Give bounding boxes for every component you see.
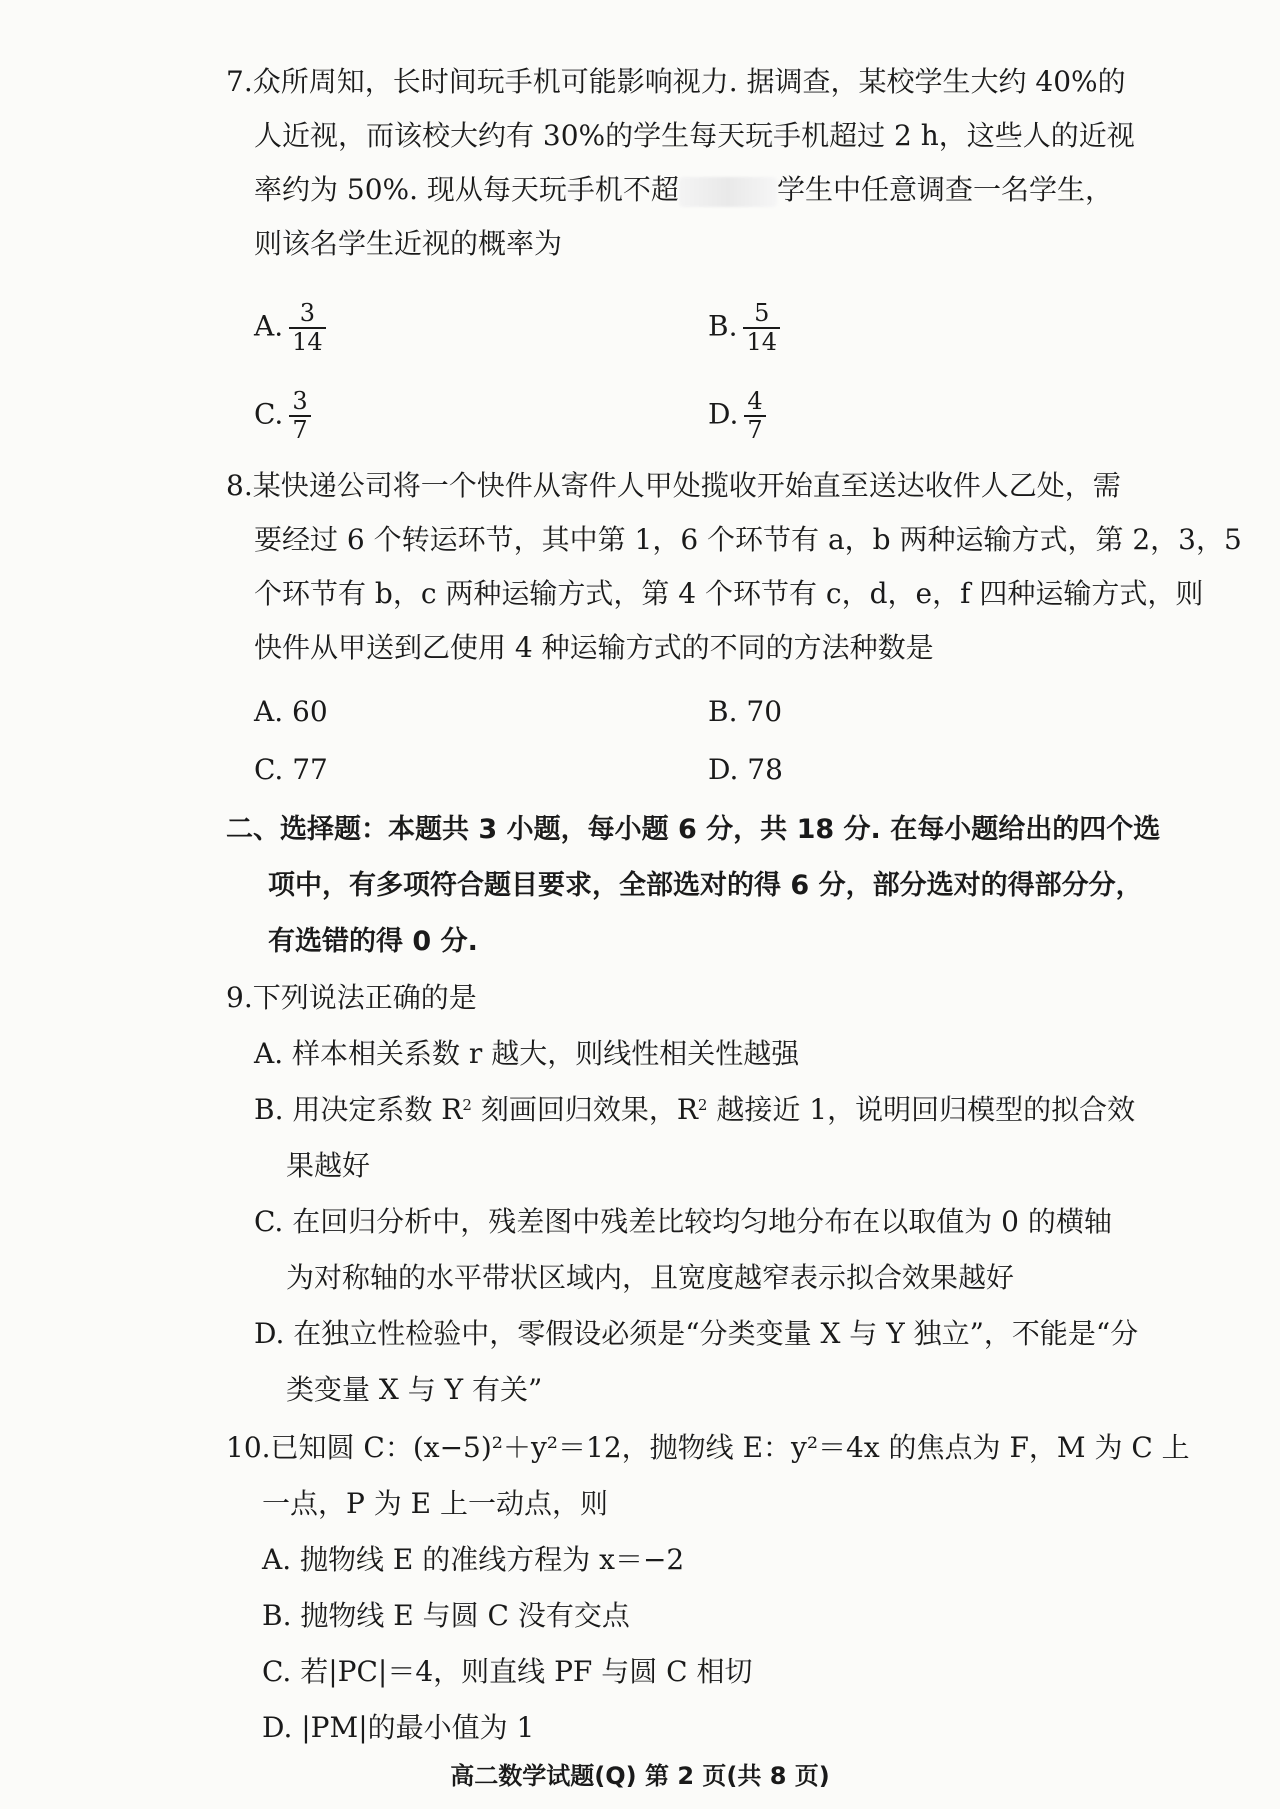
fraction [289,300,326,356]
fraction [743,300,780,356]
q9-option-d-line-2: 类变量 X 与 Y 有关” [286,1373,543,1406]
q7-option-b [708,300,780,356]
q7-line-4: 则该名学生近视的概率为 [254,227,563,260]
q9-b-part-1: B. 用决定系数 R [254,1093,463,1126]
q7-line-3b: 学生中任意调查一名学生， [776,173,1113,206]
superscript: 2 [462,1096,472,1114]
q9-option-c-line-1: C. 在回归分析中，残差图中残差比较均匀地分布在以取值为 0 的横轴 [254,1205,1112,1238]
q7-option-a [254,300,326,356]
section-2-heading-line-1: 二、选择题：本题共 3 小题，每小题 6 分，共 18 分. 在每小题给出的四个选 [226,814,1161,845]
q10-option-c: C. 若|PC|＝4，则直线 PF 与圆 C 相切 [262,1655,753,1688]
q9-stem: 9.下列说法正确的是 [226,981,477,1014]
q7-line-3a: 率约为 50%. 现从每天玩手机不超 [254,173,679,206]
q10-line-1: 10.已知圆 C：(x−5)²＋y²＝12，抛物线 E：y²＝4x 的焦点为 F，M 为 C 上 [226,1431,1190,1464]
q7-option-c [254,388,311,444]
q8-option-d: D. 78 [708,753,783,786]
q9-b-part-3: 越接近 1，说明回归模型的拟合效 [707,1093,1136,1126]
q9-b-part-2: 刻画回归效果，R [471,1093,698,1126]
q8-line-2: 要经过 6 个转运环节，其中第 1，6 个环节有 a，b 两种运输方式，第 2，3，5 [254,523,1242,556]
denominator: 14 [746,328,778,356]
numerator: 3 [289,300,326,329]
page-footer: 高二数学试题(Q) 第 2 页(共 8 页) [450,1762,830,1790]
numerator: 3 [289,388,310,417]
q9-option-b-line-1 [254,1090,1135,1130]
option-label: C. [254,397,284,431]
q8-line-3: 个环节有 b，c 两种运输方式，第 4 个环节有 c，d，e，f 四种运输方式，则 [254,577,1204,610]
q9-option-a: A. 样本相关系数 r 越大，则线性相关性越强 [254,1037,800,1070]
q8-line-1: 8.某快递公司将一个快件从寄件人甲处揽收开始直至送达收件人乙处，需 [226,469,1121,502]
option-label: B. [708,309,738,343]
fraction [289,388,310,444]
q8-option-a: A. 60 [254,695,328,728]
q7-line-1: 7.众所周知，长时间玩手机可能影响视力. 据调查，某校学生大约 40%的 [226,65,1126,98]
section-2-heading-line-3: 有选错的得 0 分. [268,926,478,957]
redaction-mark [679,177,777,207]
q10-line-2: 一点，P 为 E 上一动点，则 [262,1487,608,1520]
q9-option-d-line-1: D. 在独立性检验中，零假设必须是“分类变量 X 与 Y 独立”，不能是“分 [254,1317,1139,1350]
q8-line-4: 快件从甲送到乙使用 4 种运输方式的不同的方法种数是 [254,631,934,664]
q10-option-b: B. 抛物线 E 与圆 C 没有交点 [262,1599,630,1632]
fraction [744,388,765,444]
numerator: 5 [743,300,780,329]
q7-line-3 [254,170,1113,210]
q10-option-a: A. 抛物线 E 的准线方程为 x＝−2 [262,1543,685,1576]
numerator: 4 [744,388,765,417]
option-label: D. [708,397,739,431]
option-label: A. [254,309,284,343]
q10-option-d: D. |PM|的最小值为 1 [262,1711,535,1744]
denominator: 7 [747,416,763,444]
section-2-heading-line-2: 项中，有多项符合题目要求，全部选对的得 6 分，部分选对的得部分分， [268,870,1143,901]
q8-option-b: B. 70 [708,695,783,728]
superscript: 2 [697,1096,708,1114]
q7-option-d [708,388,766,444]
q8-option-c: C. 77 [254,753,328,786]
q9-option-c-line-2: 为对称轴的水平带状区域内，且宽度越窄表示拟合效果越好 [286,1261,1015,1294]
q7-line-2: 人近视，而该校大约有 30%的学生每天玩手机超过 2 h，这些人的近视 [254,119,1135,152]
q9-option-b-line-2: 果越好 [286,1149,371,1182]
denominator: 14 [292,328,323,356]
denominator: 7 [292,416,308,444]
